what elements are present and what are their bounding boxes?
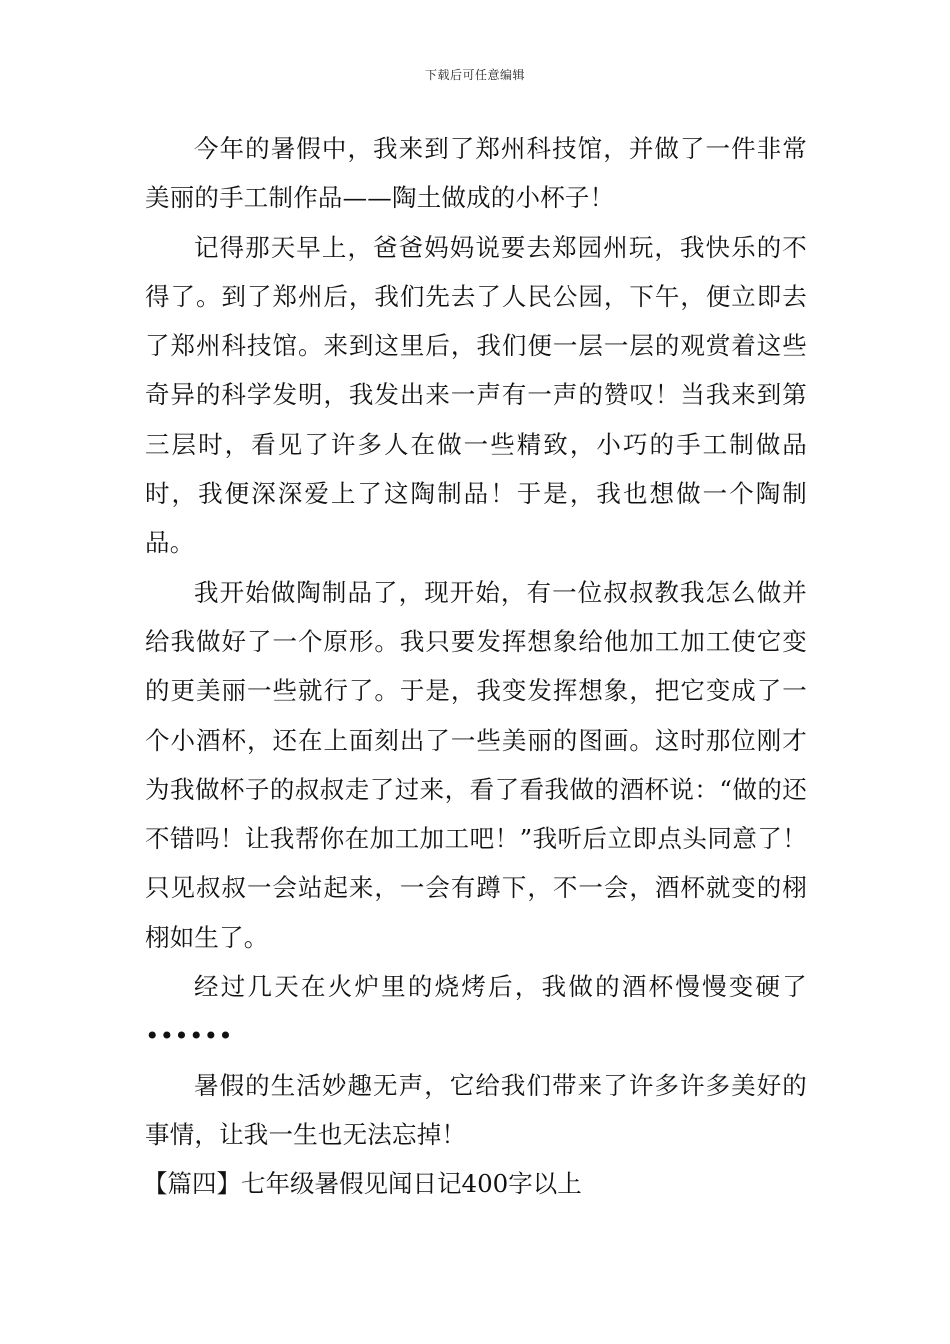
paragraph-1: 今年的暑假中，我来到了郑州科技馆，并做了一件非常美丽的手工制作品——陶土做成的小杯子！ <box>145 134 807 213</box>
document-body <box>145 124 807 1209</box>
page-header-note: 下载后可任意编辑 <box>424 68 525 82</box>
paragraph-5: 暑假的生活妙趣无声，它给我们带来了许多许多美好的事情，让我一生也无法忘掉！ <box>145 1070 807 1149</box>
paragraph-3: 我开始做陶制品了，现开始，有一位叔叔教我怎么做并给我做好了一个原形。我只要发挥想象给他加工加工使它变的更美丽一些就行了。于是，我变发挥想象，把它变成了一个小酒杯，还在上面刻出了一些美丽的图画。这时那位刚才为我做杯子的叔叔走了过来，看了看我做的酒杯说：“做的还不错吗！让我帮你在加工加工吧！”我听后立即点头同意了！只见叔叔一会站起来，一会有蹲下，不一会，酒杯就变的栩栩如生了。 <box>145 577 807 952</box>
paragraph-2: 记得那天早上，爸爸妈妈说要去郑园州玩，我快乐的不得了。到了郑州后，我们先去了人民公园，下午，便立即去了郑州科技馆。来到这里后，我们便一层一层的观赏着这些奇异的科学发明，我发出来一声有一声的赞叹！当我来到第三层时，看见了许多人在做一些精致，小巧的手工制做品时，我便深深爱上了这陶制品！于是，我也想做一个陶制品。 <box>145 232 807 558</box>
paragraph-4: 经过几天在火炉里的烧烤后，我做的酒杯慢慢变硬了•••••• <box>145 972 807 1051</box>
section-heading: 【篇四】七年级暑假见闻日记400字以上 <box>143 1169 582 1199</box>
